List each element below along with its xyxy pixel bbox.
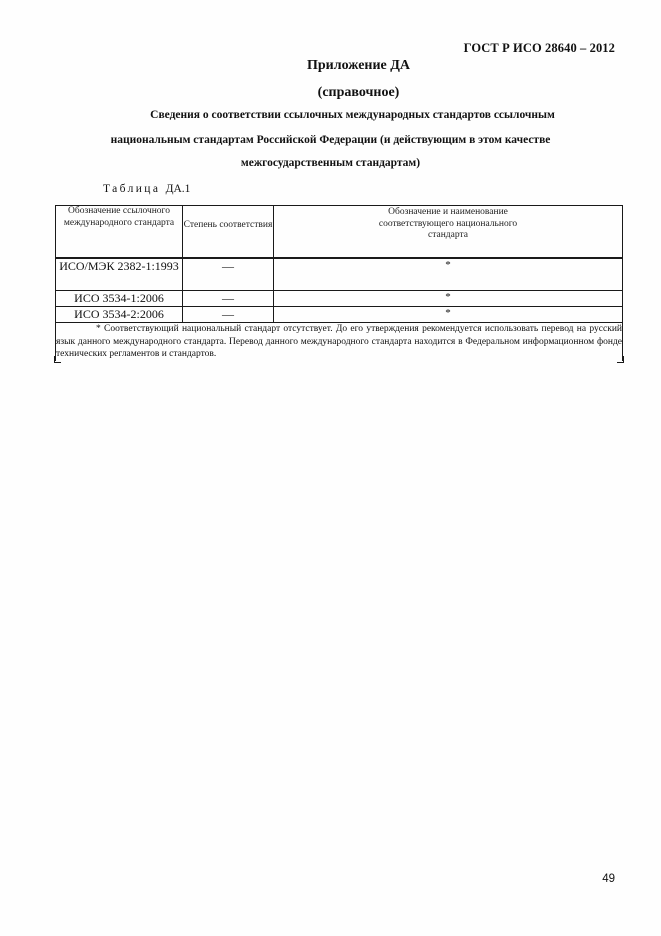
row-designation: ИСО 3534-1:2006 [56,291,183,307]
row-national: * [274,307,623,323]
footnote-text: * Соответствующий национальный стандарт отсутствует. До его утверждения рекомендуется использовать перевод на русский язык данного международного стандарта. Перевод данного международного стандарта находится в Федеральном информационном фонде технических регламентов и стандартов. [56,324,622,359]
intro-line-1: Сведения о соответствии ссылочных международных стандартов ссылочным [150,109,555,121]
document-code: ГОСТ Р ИСО 28640 – 2012 [463,41,615,55]
row-degree: — [183,291,274,307]
table-caption-word: Таблица [103,183,161,195]
table-row [56,258,623,291]
table-caption [103,183,190,195]
row-national: * [274,291,623,307]
table-footnote [56,323,623,361]
intro-line-2: национальным стандартам Российской Федерации (и действующим в этом качестве [110,134,551,146]
header-national [274,206,623,259]
table-corner-left [54,356,61,363]
header-designation-text: Обозначение ссылочного международного стандарта [63,206,175,228]
table-row [56,307,623,323]
row-degree: — [183,307,274,323]
intro-line-3: межгосударственным стандартам) [240,157,421,169]
standards-table [55,205,623,361]
row-national: * [274,258,623,291]
header-national-text: Обозначение и наименование соответствующего национального стандарта [378,207,518,240]
page-number: 49 [602,873,615,885]
table-corner-right [617,356,624,363]
table-caption-number: ДА.1 [165,183,191,195]
header-degree-text: Степень соответствия [183,220,273,230]
appendix-subtitle: (справочное) [317,85,400,100]
row-degree: — [183,258,274,291]
row-designation: ИСО/МЭК 2382-1:1993 [56,258,183,291]
table-row [56,291,623,307]
table-footnote-row [56,323,623,361]
header-degree [183,206,274,259]
appendix-title: Приложение ДА [306,58,411,73]
header-designation [56,206,183,259]
row-designation: ИСО 3534-2:2006 [56,307,183,323]
table-header-row [56,206,623,259]
